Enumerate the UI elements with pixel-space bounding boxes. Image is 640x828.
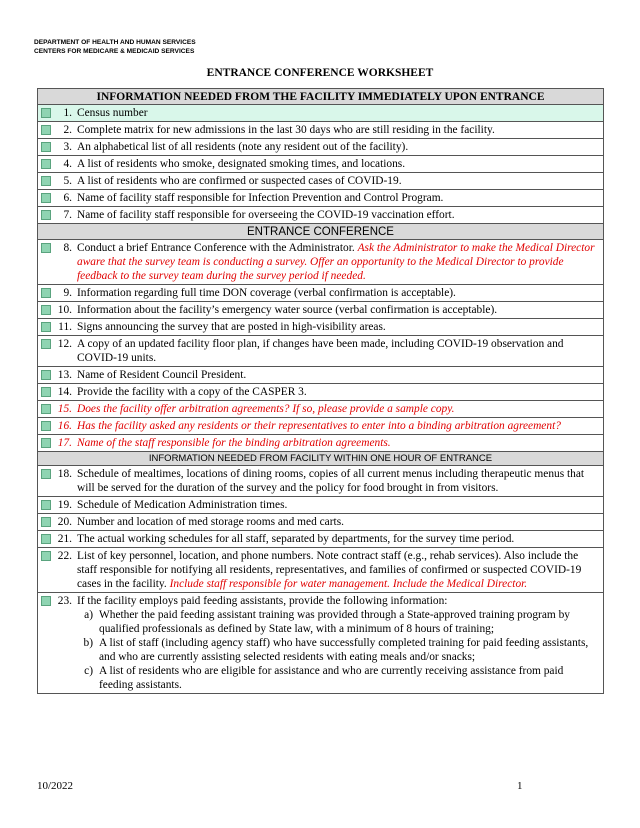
checkbox[interactable] (41, 193, 51, 203)
page-number: 1 (517, 780, 523, 792)
checkbox[interactable] (41, 421, 51, 431)
sub-item-a: a) Whether the paid feeding assistant training was provided through a State-approved training program by qualified professionals as defined by State law, with a minimum of 8 hours of training; (84, 609, 570, 635)
sub-item-b: b) A list of staff (including agency staff) who have successfully completed training for paid feeding assistants, and who are currently assisting selected residents with eating meals and/or snacks; (83, 637, 589, 663)
checkbox[interactable] (41, 142, 51, 152)
list-item-7: 7. Name of facility staff responsible for overseeing the COVID-19 vaccination effort. (38, 207, 604, 224)
worksheet-table (37, 88, 604, 694)
checkbox[interactable] (41, 517, 51, 527)
footer-date: 10/2022 (37, 780, 74, 792)
list-item-10: 10. Information about the facility’s emergency water source (verbal confirmation is acceptable). (38, 302, 604, 319)
checkbox[interactable] (41, 534, 51, 544)
checkbox[interactable] (41, 387, 51, 397)
list-item-14: 14. Provide the facility with a copy of the CASPER 3. (38, 384, 604, 401)
checkbox[interactable] (41, 210, 51, 220)
list-item-19: 19. Schedule of Medication Administration times. (38, 497, 604, 514)
list-item-23: 23. If the facility employs paid feeding assistants, provide the following information: a) Whether the paid feeding assistant training was provided through a State-approved training program by qualified professionals as defined by State law, with a minimum of 8 hours of training; b) A list of staff (including agency staff) who have successfully completed training for paid feeding assistants, and who are currently assisting selected residents with eating meals and/or snacks; c) A list of residents who are eligible for assistance and who are currently receiving assistance from paid feeding assistants. (38, 593, 604, 694)
list-item-15: 15. Does the facility offer arbitration agreements? If so, please provide a sample copy. (38, 401, 604, 418)
checkbox[interactable] (41, 322, 51, 332)
agency-line-1: DEPARTMENT OF HEALTH AND HUMAN SERVICES (34, 39, 196, 46)
list-item-3: 3. An alphabetical list of all residents (note any resident out of the facility). (38, 139, 604, 156)
checkbox[interactable] (41, 596, 51, 606)
checkbox[interactable] (41, 159, 51, 169)
checkbox[interactable] (41, 305, 51, 315)
list-item-9: 9. Information regarding full time DON coverage (verbal confirmation is acceptable). (38, 285, 604, 302)
section-heading-one-hour: INFORMATION NEEDED FROM FACILITY WITHIN ONE HOUR OF ENTRANCE (38, 452, 604, 466)
list-item-13: 13. Name of Resident Council President. (38, 367, 604, 384)
checkbox[interactable] (41, 500, 51, 510)
list-item-5: 5. A list of residents who are confirmed or suspected cases of COVID-19. (38, 173, 604, 190)
list-item-4: 4. A list of residents who smoke, designated smoking times, and locations. (38, 156, 604, 173)
checkbox[interactable] (41, 243, 51, 253)
checkbox[interactable] (41, 176, 51, 186)
list-item-12: 12. A copy of an updated facility floor plan, if changes have been made, including COVID-19 observation and COVID-19 units. (38, 336, 604, 367)
checkbox[interactable] (41, 404, 51, 414)
list-item-11: 11. Signs announcing the survey that are posted in high-visibility areas. (38, 319, 604, 336)
list-item-8: 8. Conduct a brief Entrance Conference with the Administrator. Ask the Administrator to make the Medical Director aware that the survey team is conducting a survey. Offer an opportunity to the Medical Director to provide feedback to the survey team during the survey period if needed. (38, 240, 604, 285)
checkbox[interactable] (41, 551, 51, 561)
sub-item-c: c) A list of residents who are eligible for assistance and who are currently receiving assistance from paid feeding assistants. (84, 665, 564, 691)
checkbox[interactable] (41, 125, 51, 135)
section-heading-immediate: INFORMATION NEEDED FROM THE FACILITY IMMEDIATELY UPON ENTRANCE (38, 89, 604, 105)
checkbox[interactable] (41, 339, 51, 349)
list-item-22: 22. List of key personnel, location, and phone numbers. Note contract staff (e.g., rehab services). Also include the staff responsible for notifying all residents, representatives, and families of confirmed or suspected COVID-19 cases in the facility. Include staff responsible for water management. Include the Medical Director. (38, 548, 604, 593)
list-item-16: 16. Has the facility asked any residents or their representatives to enter into a binding arbitration agreement? (38, 418, 604, 435)
list-item-18: 18. Schedule of mealtimes, locations of dining rooms, copies of all current menus including therapeutic menus that will be served for the duration of the survey and the policy for food brought in from visitors. (38, 466, 604, 497)
checkbox[interactable] (41, 108, 51, 118)
agency-header (34, 38, 196, 56)
checkbox[interactable] (41, 288, 51, 298)
list-item-6: 6. Name of facility staff responsible for Infection Prevention and Control Program. (38, 190, 604, 207)
section-heading-entrance-conference: ENTRANCE CONFERENCE (38, 224, 604, 240)
agency-line-2: CENTERS FOR MEDICARE & MEDICAID SERVICES (34, 48, 195, 55)
list-item-21: 21. The actual working schedules for all staff, separated by departments, for the survey time period. (38, 531, 604, 548)
checkbox[interactable] (41, 438, 51, 448)
checkbox[interactable] (41, 469, 51, 479)
list-item-20: 20. Number and location of med storage rooms and med carts. (38, 514, 604, 531)
list-item-17: 17. Name of the staff responsible for the binding arbitration agreements. (38, 435, 604, 452)
checkbox[interactable] (41, 370, 51, 380)
list-item-1: 1. Census number (38, 105, 604, 122)
list-item-2: 2. Complete matrix for new admissions in the last 30 days who are still residing in the facility. (38, 122, 604, 139)
page-title: ENTRANCE CONFERENCE WORKSHEET (206, 67, 434, 79)
